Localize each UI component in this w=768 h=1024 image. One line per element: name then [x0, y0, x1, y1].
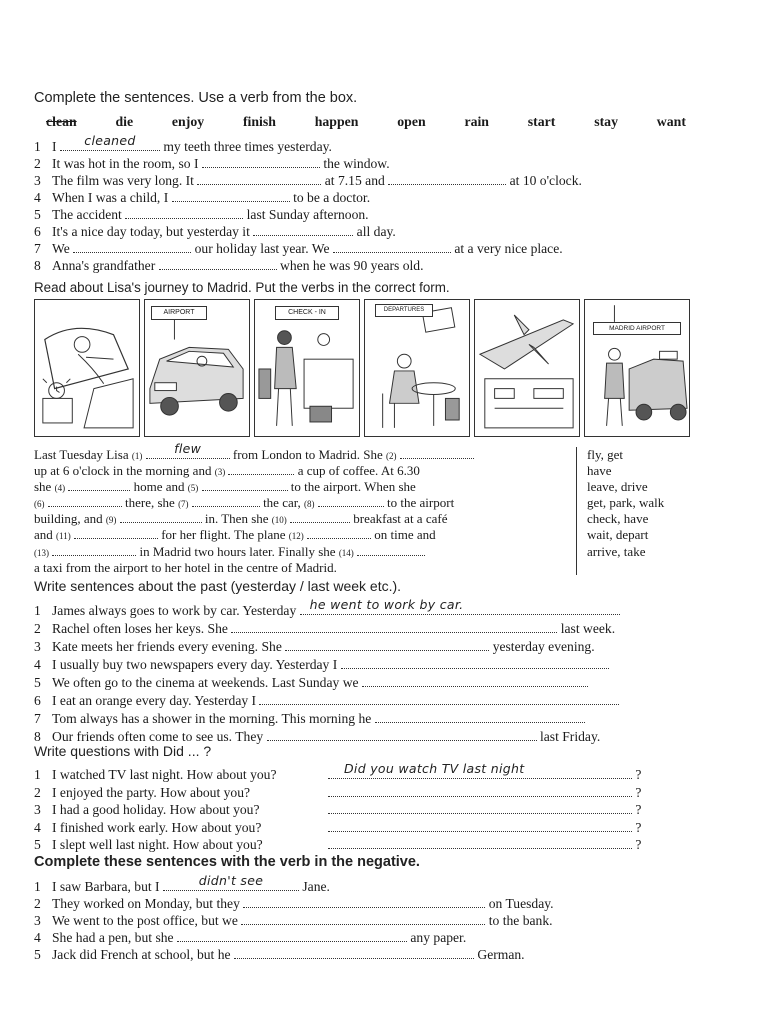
verb-box-word: want	[656, 114, 686, 129]
verb-box	[46, 114, 686, 130]
verb-hint: leave, drive	[587, 479, 648, 495]
verb-box-word: enjoy	[171, 114, 205, 129]
ex5-heading: Complete these sentences with the verb in the negative.	[34, 854, 420, 870]
ex3-heading: Write sentences about the past (yesterday / last week etc.).	[34, 578, 402, 594]
ex3-line-2: 2 Rachel often loses her keys. She last week.	[34, 621, 616, 636]
sign-airport: AIRPORT	[151, 306, 207, 320]
answer-blank[interactable]	[267, 729, 537, 741]
answer-blank[interactable]	[192, 495, 260, 507]
picture-panel-cafe	[364, 299, 470, 437]
airplane-illustration	[475, 300, 579, 436]
sign-check-in: CHECK - IN	[275, 306, 339, 320]
answer-blank[interactable]	[400, 447, 474, 459]
answer-blank[interactable]	[197, 173, 321, 185]
answer-blank[interactable]	[163, 873, 299, 891]
answer-blank[interactable]	[125, 207, 243, 219]
ex5-line-4: 4 She had a pen, but she any paper.	[34, 930, 467, 945]
ex1-line-4: 4 When I was a child, I to be a doctor.	[34, 190, 371, 205]
picture-strip	[34, 299, 690, 437]
answer-blank[interactable]	[52, 544, 136, 556]
ex3-line-8: 8 Our friends often come to see us. They last Friday.	[34, 729, 601, 744]
verb-box-word: die	[115, 114, 134, 129]
ex5-line-1: 1 I saw Barbara, but I didn't see Jane.	[34, 873, 330, 894]
answer-blank[interactable]	[159, 258, 277, 270]
answer-blank[interactable]	[253, 224, 353, 236]
ex4-answer-2: ?	[328, 785, 641, 801]
story-line: building, and (9) in. Then she (10) breakfast at a café	[34, 511, 448, 527]
ex3-line-3: 3 Kate meets her friends every evening. She yesterday evening.	[34, 639, 595, 654]
answer-blank[interactable]	[202, 479, 288, 491]
ex4-line-5: 5 I slept well last night. How about you?	[34, 837, 263, 852]
story-line: and (11) for her flight. The plane (12) on time and	[34, 527, 436, 543]
answer-blank[interactable]	[328, 761, 632, 779]
ex3-line-4: 4 I usually buy two newspapers every day. Yesterday I	[34, 657, 609, 673]
answer-blank[interactable]	[259, 693, 619, 705]
ex4-line-2: 2 I enjoyed the party. How about you?	[34, 785, 251, 800]
verb-box-word: rain	[464, 114, 489, 129]
picture-panel-drive	[144, 299, 250, 437]
verb-hint: arrive, take	[587, 543, 646, 559]
ex4-answer-1: Did you watch TV last night ?	[328, 767, 641, 783]
ex4-answer-5: ?	[328, 837, 641, 853]
answer-blank[interactable]	[307, 527, 371, 539]
verb-box-word: happen	[314, 114, 359, 129]
bedroom-illustration	[35, 300, 139, 436]
answer-blank[interactable]	[202, 156, 320, 168]
verb-box-word: clean	[46, 114, 77, 129]
answer-blank[interactable]	[328, 837, 632, 849]
verb-box-word: open	[397, 114, 426, 129]
story-line: a taxi from the airport to her hotel in the centre of Madrid.	[34, 559, 337, 575]
ex4-answer-4: ?	[328, 820, 641, 836]
picture-panel-plane	[474, 299, 580, 437]
answer-blank[interactable]	[357, 544, 425, 556]
answer-blank[interactable]	[328, 802, 632, 814]
answer-blank[interactable]	[172, 190, 290, 202]
cafe-illustration	[365, 300, 469, 436]
story-line: (6) there, she (7) the car, (8) to the airport	[34, 495, 455, 511]
sign-departures: DEPARTURES	[375, 304, 433, 317]
ex1-line-6: 6 It's a nice day today, but yesterday it all day.	[34, 224, 396, 239]
ex1-line-8: 8 Anna's grandfather when he was 90 years old.	[34, 258, 424, 273]
answer-blank[interactable]	[68, 479, 130, 491]
ex1-heading: Complete the sentences. Use a verb from the box.	[34, 90, 358, 106]
ex4-line-3: 3 I had a good holiday. How about you?	[34, 802, 260, 817]
ex1-line-2: 2 It was hot in the room, so I the window.	[34, 156, 390, 171]
answer-blank[interactable]	[177, 930, 407, 942]
answer-blank[interactable]	[73, 241, 191, 253]
answer-blank[interactable]	[290, 511, 350, 523]
answer-blank[interactable]	[241, 913, 485, 925]
answer-blank[interactable]	[362, 675, 588, 687]
verb-hint: wait, depart	[587, 527, 649, 543]
ex1-line-1: 1 I cleaned my teeth three times yesterday.	[34, 133, 332, 154]
story-line: she (4) home and (5) to the airport. When she	[34, 479, 416, 495]
answer-blank[interactable]	[231, 621, 557, 633]
handwritten-answer: didn't see	[198, 873, 264, 888]
verb-hint: check, have	[587, 511, 649, 527]
picture-panel-check-in	[254, 299, 360, 437]
sign-madrid-airport: MADRID AIRPORT	[593, 322, 681, 335]
ex1-line-3: 3 The film was very long. It at 7.15 and at 10 o'clock.	[34, 173, 582, 188]
ex5-line-3: 3 We went to the post office, but we to the bank.	[34, 913, 553, 928]
answer-blank[interactable]	[318, 495, 384, 507]
ex4-line-1: 1 I watched TV last night. How about you?	[34, 767, 277, 782]
ex4-answer-3: ?	[328, 802, 641, 818]
handwritten-answer: flew	[174, 440, 202, 456]
picture-panel-wake-up	[34, 299, 140, 437]
answer-blank[interactable]	[285, 639, 489, 651]
story-line: Last Tuesday Lisa (1) flew from London to Madrid. She (2)	[34, 447, 574, 463]
answer-blank[interactable]	[328, 820, 632, 832]
ex5-line-2: 2 They worked on Monday, but they on Tuesday.	[34, 896, 554, 911]
answer-blank[interactable]	[375, 711, 585, 723]
taxi-illustration	[585, 300, 689, 436]
answer-blank[interactable]	[120, 511, 202, 523]
ex3-line-7: 7 Tom always has a shower in the morning. This morning he	[34, 711, 585, 727]
story-line: up at 6 o'clock in the morning and (3) a cup of coffee. At 6.30	[34, 463, 420, 479]
verb-hint: have	[587, 463, 612, 479]
ex5-line-5: 5 Jack did French at school, but he German.	[34, 947, 525, 962]
answer-blank[interactable]	[328, 785, 632, 797]
answer-blank[interactable]	[300, 597, 620, 615]
ex4-heading: Write questions with Did ... ?	[34, 743, 212, 759]
verb-box-word: finish	[242, 114, 276, 129]
answer-blank[interactable]	[333, 241, 451, 253]
verb-hint: fly, get	[587, 447, 623, 462]
check-in-illustration	[255, 300, 359, 436]
ex3-line-6: 6 I eat an orange every day. Yesterday I	[34, 693, 619, 709]
handwritten-answer: he went to work by car.	[309, 597, 464, 612]
answer-blank[interactable]	[60, 133, 160, 151]
ex3-line-5: 5 We often go to the cinema at weekends. Last Sunday we	[34, 675, 588, 691]
answer-blank[interactable]	[48, 495, 122, 507]
answer-blank[interactable]	[228, 463, 294, 475]
ex2-heading: Read about Lisa's journey to Madrid. Put the verbs in the correct form.	[34, 280, 450, 295]
answer-blank[interactable]	[243, 896, 485, 908]
story-line: (13) in Madrid two hours later. Finally she (14)	[34, 544, 574, 560]
verb-hint: get, park, walk	[587, 495, 665, 511]
verb-box-word: stay	[594, 114, 618, 129]
ex3-line-1: 1 James always goes to work by car. Yesterday he went to work by car.	[34, 603, 620, 619]
answer-blank[interactable]	[234, 947, 474, 959]
answer-blank[interactable]	[146, 440, 230, 459]
answer-blank[interactable]	[388, 173, 506, 185]
car-illustration	[145, 300, 249, 436]
ex4-line-4: 4 I finished work early. How about you?	[34, 820, 262, 835]
handwritten-answer: Did you watch TV last night	[344, 761, 525, 776]
answer-blank[interactable]	[341, 657, 609, 669]
ex1-line-7: 7 We our holiday last year. We at a very nice place.	[34, 241, 563, 256]
picture-panel-taxi	[584, 299, 690, 437]
answer-blank[interactable]	[74, 527, 158, 539]
verb-box-word: start	[527, 114, 556, 129]
verb-hint-list	[576, 447, 664, 575]
handwritten-answer: cleaned	[84, 133, 136, 148]
lisa-story	[34, 440, 574, 576]
ex1-line-5: 5 The accident last Sunday afternoon.	[34, 207, 369, 222]
